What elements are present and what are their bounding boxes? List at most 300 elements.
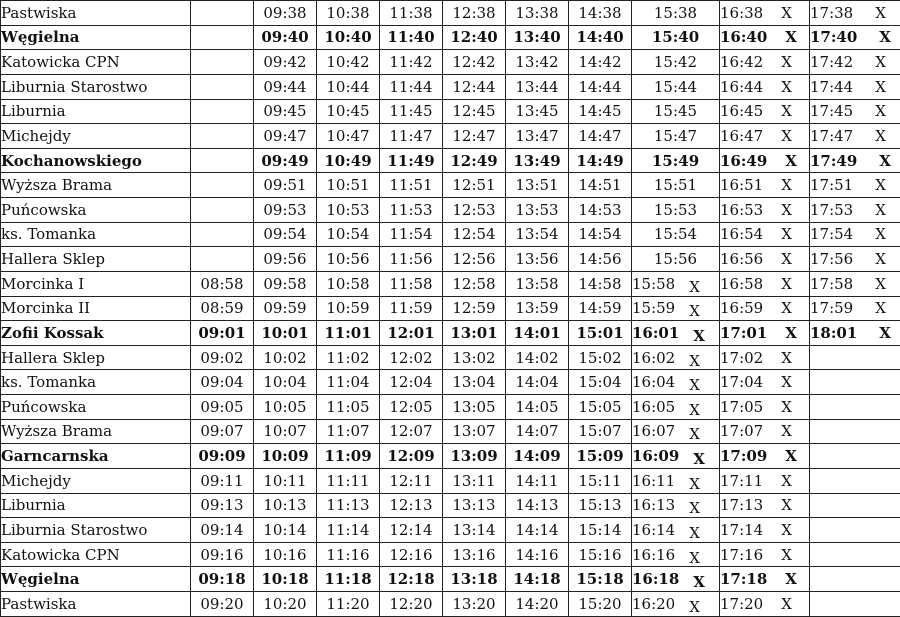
departure-time: 17:54 (810, 225, 853, 243)
departure-time: 17:07 (720, 422, 763, 440)
departure-time-cell (632, 493, 720, 518)
departure-time-cell: 13:58 (506, 271, 569, 296)
departure-time-cell: 15:01 (569, 321, 632, 346)
departure-time-cell: 13:47 (506, 124, 569, 149)
departure-time-cell (720, 271, 810, 296)
day-restriction-mark: X (781, 494, 792, 516)
departure-time: 18:01 (810, 324, 857, 342)
departure-time-cell: 14:40 (569, 25, 632, 50)
departure-time-cell: 11:51 (380, 173, 443, 198)
empty-cell (810, 493, 900, 518)
departure-time: 16:47 (720, 127, 763, 145)
departure-time-cell (632, 592, 720, 617)
departure-time-cell: 09:53 (254, 198, 317, 223)
table-row (1, 444, 900, 469)
stop-name-cell: Katowicka CPN (1, 542, 191, 567)
departure-time-cell: 12:54 (443, 222, 506, 247)
empty-cell (191, 74, 254, 99)
departure-time: 16:01 (632, 324, 679, 342)
departure-time-cell: 11:40 (380, 25, 443, 50)
departure-time-cell: 14:49 (569, 148, 632, 173)
table-row (1, 468, 900, 493)
departure-time-cell: 10:51 (317, 173, 380, 198)
departure-time-cell: 11:45 (380, 99, 443, 124)
departure-time-cell: 15:42 (632, 50, 720, 75)
departure-time-cell: 11:02 (317, 345, 380, 370)
departure-time-cell: 13:40 (506, 25, 569, 50)
table-row (1, 25, 900, 50)
stop-name-cell: Hallera Sklep (1, 247, 191, 272)
departure-time-cell: 13:45 (506, 99, 569, 124)
departure-time: 17:09 (720, 447, 767, 465)
departure-time: 17:05 (720, 398, 763, 416)
departure-time: 16:42 (720, 53, 763, 71)
day-restriction-mark: X (781, 544, 792, 566)
table-row (1, 518, 900, 543)
day-restriction-mark: X (781, 248, 792, 270)
day-restriction-mark: X (879, 26, 891, 48)
departure-time-cell: 13:13 (443, 493, 506, 518)
departure-time-cell: 14:42 (569, 50, 632, 75)
table-row (1, 567, 900, 592)
departure-time-cell: 09:11 (191, 468, 254, 493)
departure-time: 17:18 (720, 570, 767, 588)
departure-time-cell: 11:47 (380, 124, 443, 149)
departure-time: 17:38 (810, 4, 853, 22)
stop-name-cell: Garncarnska (1, 444, 191, 469)
departure-time-cell: 09:02 (191, 345, 254, 370)
departure-time: 16:20 (632, 595, 675, 613)
departure-time-cell: 14:11 (506, 468, 569, 493)
departure-time-cell (810, 74, 900, 99)
table-row (1, 493, 900, 518)
departure-time: 17:58 (810, 275, 853, 293)
day-restriction-mark: X (689, 374, 700, 394)
day-restriction-mark: X (875, 248, 886, 270)
departure-time-cell: 11:13 (317, 493, 380, 518)
day-restriction-mark: X (785, 26, 797, 48)
stop-name-cell: Wyższa Brama (1, 419, 191, 444)
departure-time: 16:02 (632, 349, 675, 367)
table-row (1, 296, 900, 321)
departure-time-cell: 12:49 (443, 148, 506, 173)
departure-time-cell (810, 99, 900, 124)
departure-time: 17:11 (720, 472, 763, 490)
departure-time-cell (720, 247, 810, 272)
stop-name-cell: Michejdy (1, 468, 191, 493)
departure-time-cell: 13:11 (443, 468, 506, 493)
empty-cell (810, 542, 900, 567)
table-row (1, 198, 900, 223)
table-row (1, 148, 900, 173)
departure-time-cell (720, 370, 810, 395)
departure-time-cell (810, 25, 900, 50)
stop-name-cell: Liburnia (1, 99, 191, 124)
departure-time-cell: 10:05 (254, 395, 317, 420)
departure-time-cell: 11:07 (317, 419, 380, 444)
departure-time-cell: 12:14 (380, 518, 443, 543)
departure-time-cell: 10:02 (254, 345, 317, 370)
day-restriction-mark: X (875, 2, 886, 24)
day-restriction-mark: X (785, 150, 797, 172)
day-restriction-mark: X (781, 396, 792, 418)
departure-time-cell (720, 296, 810, 321)
departure-time-cell: 12:07 (380, 419, 443, 444)
departure-time: 16:18 (632, 570, 679, 588)
departure-time-cell: 09:42 (254, 50, 317, 75)
empty-cell (810, 419, 900, 444)
departure-time-cell: 09:07 (191, 419, 254, 444)
day-restriction-mark: X (689, 276, 700, 296)
day-restriction-mark: X (879, 150, 891, 172)
departure-time-cell: 14:13 (506, 493, 569, 518)
stop-name-cell: Katowicka CPN (1, 50, 191, 75)
departure-time-cell (720, 345, 810, 370)
departure-time-cell: 09:20 (191, 592, 254, 617)
departure-time-cell: 09:05 (191, 395, 254, 420)
departure-time-cell (720, 148, 810, 173)
table-row (1, 1, 900, 26)
departure-time-cell: 15:05 (569, 395, 632, 420)
departure-time: 16:49 (720, 152, 767, 170)
departure-time-cell (632, 444, 720, 469)
table-row (1, 173, 900, 198)
empty-cell (810, 567, 900, 592)
departure-time-cell (720, 1, 810, 26)
departure-time-cell: 10:16 (254, 542, 317, 567)
departure-time-cell: 15:13 (569, 493, 632, 518)
departure-time-cell: 12:56 (443, 247, 506, 272)
day-restriction-mark: X (785, 445, 797, 467)
departure-time-cell: 13:44 (506, 74, 569, 99)
departure-time-cell (810, 124, 900, 149)
departure-time-cell: 11:53 (380, 198, 443, 223)
departure-time-cell (632, 468, 720, 493)
departure-time: 16:59 (720, 299, 763, 317)
departure-time-cell (720, 395, 810, 420)
departure-time-cell (632, 419, 720, 444)
departure-time-cell: 15:40 (632, 25, 720, 50)
departure-time-cell (632, 345, 720, 370)
departure-time-cell: 13:04 (443, 370, 506, 395)
empty-cell (191, 25, 254, 50)
departure-time-cell: 10:11 (254, 468, 317, 493)
departure-time-cell (810, 1, 900, 26)
departure-time-cell: 11:14 (317, 518, 380, 543)
stop-name-cell: Pastwiska (1, 592, 191, 617)
departure-time-cell: 12:01 (380, 321, 443, 346)
departure-time-cell: 13:01 (443, 321, 506, 346)
departure-time-cell: 11:20 (317, 592, 380, 617)
departure-time-cell: 10:20 (254, 592, 317, 617)
departure-time-cell: 10:38 (317, 1, 380, 26)
departure-time: 17:47 (810, 127, 853, 145)
stop-name-cell: Węgielna (1, 25, 191, 50)
stop-name-cell: Puńcowska (1, 198, 191, 223)
departure-time-cell: 11:09 (317, 444, 380, 469)
departure-time-cell (720, 198, 810, 223)
departure-time-cell: 12:59 (443, 296, 506, 321)
departure-time-cell: 10:56 (317, 247, 380, 272)
table-row (1, 124, 900, 149)
departure-time-cell: 13:53 (506, 198, 569, 223)
day-restriction-mark: X (875, 76, 886, 98)
table-row (1, 247, 900, 272)
timetable-body (1, 1, 900, 617)
departure-time-cell: 14:45 (569, 99, 632, 124)
departure-time-cell: 10:14 (254, 518, 317, 543)
departure-time-cell (810, 50, 900, 75)
departure-time-cell: 15:49 (632, 148, 720, 173)
empty-cell (810, 395, 900, 420)
day-restriction-mark: X (689, 350, 700, 370)
departure-time-cell (810, 321, 900, 346)
departure-time-cell: 12:47 (443, 124, 506, 149)
departure-time-cell: 12:16 (380, 542, 443, 567)
departure-time-cell: 12:04 (380, 370, 443, 395)
departure-time-cell: 15:04 (569, 370, 632, 395)
day-restriction-mark: X (781, 125, 792, 147)
departure-time-cell: 11:01 (317, 321, 380, 346)
departure-time-cell: 08:58 (191, 271, 254, 296)
departure-time-cell (720, 74, 810, 99)
departure-time-cell: 12:05 (380, 395, 443, 420)
departure-time-cell: 09:14 (191, 518, 254, 543)
departure-time-cell: 15:20 (569, 592, 632, 617)
departure-time-cell: 10:40 (317, 25, 380, 50)
departure-time-cell (810, 148, 900, 173)
departure-time-cell: 15:54 (632, 222, 720, 247)
departure-time-cell (720, 542, 810, 567)
departure-time-cell (810, 271, 900, 296)
departure-time-cell: 09:49 (254, 148, 317, 173)
stop-name-cell: Pastwiska (1, 1, 191, 26)
departure-time-cell: 11:59 (380, 296, 443, 321)
empty-cell (810, 468, 900, 493)
departure-time-cell: 09:04 (191, 370, 254, 395)
departure-time-cell: 10:04 (254, 370, 317, 395)
day-restriction-mark: X (693, 571, 705, 591)
departure-time-cell: 11:42 (380, 50, 443, 75)
empty-cell (191, 222, 254, 247)
departure-time-cell: 13:20 (443, 592, 506, 617)
departure-time: 16:58 (720, 275, 763, 293)
departure-time-cell: 13:16 (443, 542, 506, 567)
departure-time-cell: 12:38 (443, 1, 506, 26)
departure-time-cell: 15:44 (632, 74, 720, 99)
departure-time: 17:44 (810, 78, 853, 96)
departure-time-cell: 14:02 (506, 345, 569, 370)
stop-name-cell: ks. Tomanka (1, 222, 191, 247)
empty-cell (191, 50, 254, 75)
departure-time-cell: 12:58 (443, 271, 506, 296)
departure-time-cell: 14:54 (569, 222, 632, 247)
departure-time: 17:45 (810, 102, 853, 120)
departure-time-cell: 11:16 (317, 542, 380, 567)
departure-time-cell (720, 25, 810, 50)
departure-time-cell: 15:56 (632, 247, 720, 272)
departure-time-cell: 12:18 (380, 567, 443, 592)
empty-cell (810, 370, 900, 395)
departure-time-cell: 10:49 (317, 148, 380, 173)
departure-time-cell: 09:54 (254, 222, 317, 247)
day-restriction-mark: X (781, 297, 792, 319)
day-restriction-mark: X (689, 423, 700, 443)
empty-cell (810, 518, 900, 543)
departure-time-cell: 11:49 (380, 148, 443, 173)
day-restriction-mark: X (875, 125, 886, 147)
departure-time-cell (632, 542, 720, 567)
departure-time-cell: 14:04 (506, 370, 569, 395)
departure-time-cell: 14:20 (506, 592, 569, 617)
departure-time: 17:51 (810, 176, 853, 194)
table-row (1, 345, 900, 370)
departure-time-cell: 09:51 (254, 173, 317, 198)
departure-time-cell (720, 468, 810, 493)
departure-time-cell: 09:45 (254, 99, 317, 124)
table-row (1, 222, 900, 247)
departure-time-cell: 15:18 (569, 567, 632, 592)
departure-time-cell (632, 567, 720, 592)
departure-time-cell: 12:45 (443, 99, 506, 124)
empty-cell (191, 99, 254, 124)
departure-time-cell: 14:18 (506, 567, 569, 592)
departure-time-cell (632, 370, 720, 395)
departure-time: 16:07 (632, 422, 675, 440)
departure-time-cell: 13:07 (443, 419, 506, 444)
departure-time-cell (720, 592, 810, 617)
departure-time-cell: 10:45 (317, 99, 380, 124)
departure-time: 17:16 (720, 546, 763, 564)
departure-time: 16:51 (720, 176, 763, 194)
day-restriction-mark: X (875, 199, 886, 221)
day-restriction-mark: X (781, 273, 792, 295)
departure-time-cell: 14:56 (569, 247, 632, 272)
departure-time-cell (632, 321, 720, 346)
day-restriction-mark: X (875, 100, 886, 122)
table-row (1, 395, 900, 420)
departure-time: 17:14 (720, 521, 763, 539)
day-restriction-mark: X (781, 519, 792, 541)
day-restriction-mark: X (781, 51, 792, 73)
stop-name-cell: Morcinka II (1, 296, 191, 321)
table-row (1, 99, 900, 124)
departure-time-cell: 13:09 (443, 444, 506, 469)
departure-time-cell: 13:54 (506, 222, 569, 247)
day-restriction-mark: X (781, 76, 792, 98)
empty-cell (191, 173, 254, 198)
departure-time-cell: 14:07 (506, 419, 569, 444)
departure-time: 16:56 (720, 250, 763, 268)
departure-time-cell (810, 173, 900, 198)
departure-time-cell: 15:02 (569, 345, 632, 370)
departure-time: 17:53 (810, 201, 853, 219)
day-restriction-mark: X (689, 300, 700, 320)
table-row (1, 321, 900, 346)
departure-time-cell: 11:11 (317, 468, 380, 493)
departure-time-cell: 14:47 (569, 124, 632, 149)
departure-time-cell: 13:14 (443, 518, 506, 543)
day-restriction-mark: X (875, 174, 886, 196)
table-row (1, 50, 900, 75)
departure-time-cell (720, 419, 810, 444)
day-restriction-mark: X (689, 522, 700, 542)
departure-time: 17:01 (720, 324, 767, 342)
departure-time-cell: 15:11 (569, 468, 632, 493)
table-row (1, 370, 900, 395)
departure-time-cell: 11:38 (380, 1, 443, 26)
departure-time: 17:40 (810, 28, 857, 46)
day-restriction-mark: X (781, 593, 792, 615)
departure-time: 16:05 (632, 398, 675, 416)
departure-time-cell: 13:59 (506, 296, 569, 321)
departure-time: 16:53 (720, 201, 763, 219)
departure-time-cell (720, 567, 810, 592)
day-restriction-mark: X (781, 470, 792, 492)
departure-time-cell: 10:18 (254, 567, 317, 592)
departure-time: 16:16 (632, 546, 675, 564)
day-restriction-mark: X (781, 371, 792, 393)
day-restriction-mark: X (689, 473, 700, 493)
stop-name-cell: ks. Tomanka (1, 370, 191, 395)
day-restriction-mark: X (785, 568, 797, 590)
departure-time-cell: 09:40 (254, 25, 317, 50)
day-restriction-mark: X (689, 399, 700, 419)
day-restriction-mark: X (781, 2, 792, 24)
departure-time: 16:44 (720, 78, 763, 96)
departure-time-cell: 14:38 (569, 1, 632, 26)
departure-time-cell: 10:07 (254, 419, 317, 444)
departure-time-cell: 09:59 (254, 296, 317, 321)
departure-time-cell: 13:42 (506, 50, 569, 75)
day-restriction-mark: X (879, 322, 891, 344)
departure-time-cell: 15:14 (569, 518, 632, 543)
departure-time: 17:04 (720, 373, 763, 391)
stop-name-cell: Hallera Sklep (1, 345, 191, 370)
departure-time-cell: 14:05 (506, 395, 569, 420)
departure-time-cell (632, 518, 720, 543)
stop-name-cell: Zofii Kossak (1, 321, 191, 346)
day-restriction-mark: X (781, 174, 792, 196)
stop-name-cell: Michejdy (1, 124, 191, 149)
departure-time-cell: 15:07 (569, 419, 632, 444)
departure-time-cell: 13:02 (443, 345, 506, 370)
day-restriction-mark: X (781, 420, 792, 442)
departure-time-cell: 15:38 (632, 1, 720, 26)
departure-time: 16:54 (720, 225, 763, 243)
departure-time: 16:09 (632, 447, 679, 465)
departure-time: 16:14 (632, 521, 675, 539)
departure-time: 16:04 (632, 373, 675, 391)
departure-time: 16:13 (632, 496, 675, 514)
departure-time-cell (632, 271, 720, 296)
departure-time-cell: 11:04 (317, 370, 380, 395)
empty-cell (810, 444, 900, 469)
departure-time-cell (720, 518, 810, 543)
departure-time-cell: 11:44 (380, 74, 443, 99)
departure-time-cell: 14:01 (506, 321, 569, 346)
departure-time: 17:56 (810, 250, 853, 268)
day-restriction-mark: X (875, 297, 886, 319)
table-row (1, 74, 900, 99)
departure-time-cell: 09:09 (191, 444, 254, 469)
departure-time-cell: 09:58 (254, 271, 317, 296)
day-restriction-mark: X (689, 497, 700, 517)
empty-cell (191, 148, 254, 173)
departure-time-cell: 13:38 (506, 1, 569, 26)
departure-time-cell (720, 493, 810, 518)
departure-time-cell: 09:38 (254, 1, 317, 26)
